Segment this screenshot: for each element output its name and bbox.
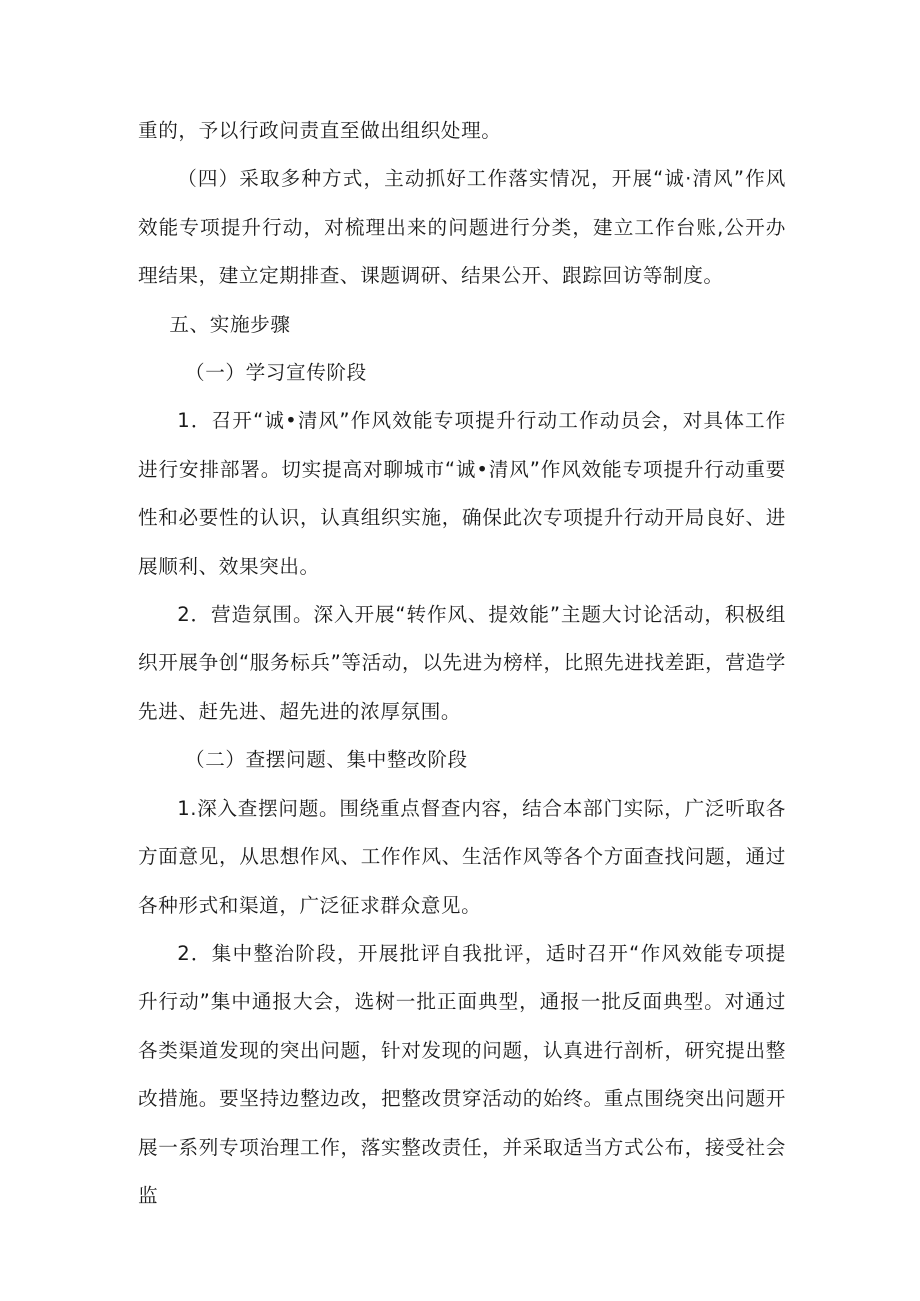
paragraph-create-atmosphere: 2．营造氛围。深入开展“转作风、提效能”主题大讨论活动，积极组织开展争创“服务标兵”等活动，以先进为榜样，比照先进找差距，营造学先进、赶先进、超先进的浓厚氛围。 (138, 603, 786, 723)
section-heading-implementation-steps: 五、实施步骤 (169, 312, 291, 336)
subsection-heading-study-publicity: （一）学习宣传阶段 (185, 361, 367, 385)
paragraph-identify-problems: 1.深入查摆问题。围绕重点督查内容，结合本部门实际，广泛听取各方面意见，从思想作风、工作作风、生活作风等各个方面查找问题，通过各种形式和渠道，广泛征求群众意见。 (138, 796, 786, 917)
paragraph-continuation: 重的，予以行政问责直至做出组织处理。 (138, 119, 502, 142)
paragraph-mobilization-meeting: 1．召开“诚•清风”作风效能专项提升行动工作动员会，对具体工作进行安排部署。切实提高对聊城市“诚•清风”作风效能专项提升行动重要性和必要性的认识，认真组织实施，确保此次专项提升行动开局良好、进展顺利、效果突出。 (138, 409, 786, 578)
paragraph-centralized-rectification: 2．集中整治阶段，开展批评自我批评，适时召开“作风效能专项提升行动”集中通报大会，选树一批正面典型，通报一批反面典型。对通过各类渠道发现的突出问题，针对发现的问题，认真进行剖析，研究提出整改措施。要坚持边整边改，把整改贯穿活动的始终。重点围绕突出问题开展一系列专项治理工作，落实整改责任，并采取适当方式公布，接受社会监 (138, 941, 786, 1207)
subsection-heading-rectification: （二）查摆问题、集中整改阶段 (185, 748, 468, 772)
document-body (138, 107, 786, 1220)
paragraph-item-four: （四）采取多种方式，主动抓好工作落实情况，开展“诚·清风”作风效能专项提升行动，对梳理出来的问题进行分类，建立工作台账,公开办理结果，建立定期排查、课题调研、结果公开、跟踪回访等制度。 (138, 167, 786, 288)
